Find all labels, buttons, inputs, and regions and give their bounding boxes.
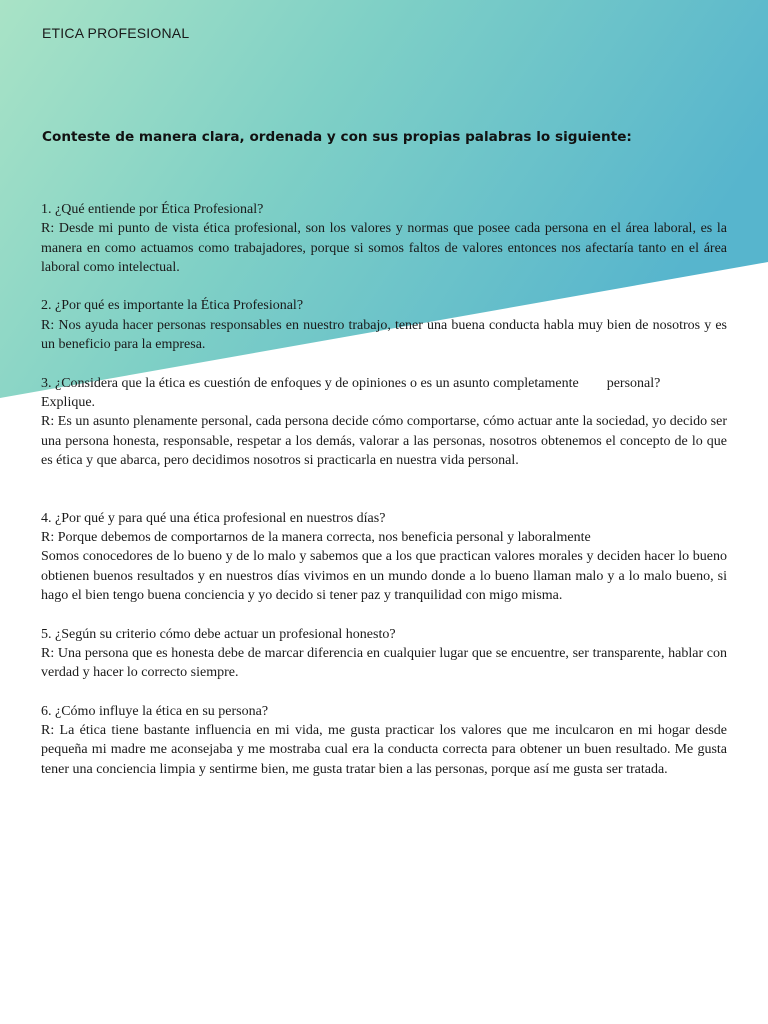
qa-item-4 (41, 509, 727, 605)
spacer (41, 354, 727, 373)
question-1: 1. ¿Qué entiende por Ética Profesional? (41, 202, 264, 217)
question-4: 4. ¿Por qué y para qué una ética profesional en nuestros días? (41, 510, 386, 526)
qa-item-3 (41, 374, 727, 470)
qa-item-1 (41, 200, 727, 277)
answer-3: R: Es un asunto plenamente personal, cada persona decide cómo comportarse, cómo actuar ante la sociedad, yo decido ser una persona honesta, responsable, respetar a los demás, valorar a las personas, nosotros obtenemos el concepto de lo que es ética y que abarca, pero decidimos nosotros si practicarla en nuestra vida personal. (41, 414, 727, 468)
document-title: ETICA PROFESIONAL (42, 25, 190, 41)
question-3 (41, 374, 727, 393)
answer-6: R: La ética tiene bastante influencia en mi vida, me gusta practicar los valores que me inculcaron en mi hogar desde pequeña mi madre me aconsejaba y me mostraba cual era la conducta correcta para obtener un buen resultado. Me gusta tener una conciencia limpia y sentirme bien, me gusta tratar bien a las personas, porque así me gusta ser tratada. (41, 723, 727, 777)
instructions-heading: Conteste de manera clara, ordenada y con sus propias palabras lo siguiente: (42, 129, 632, 145)
question-2: 2. ¿Por qué es importante la Ética Profesional? (41, 298, 304, 314)
questions-content (41, 200, 727, 779)
spacer (41, 682, 727, 701)
qa-item-2 (41, 296, 727, 354)
qa-item-5 (41, 625, 727, 683)
question-3-part-b: personal? (606, 375, 661, 391)
answer-4: R: Porque debemos de comportarnos de la manera correcta, nos beneficia personal y laboralmente (41, 530, 591, 546)
answer-5: R: Una persona que es honesta debe de marcar diferencia en cualquier lugar que se encuentre, ser transparente, hablar con verdad y hacer lo correcto siempre. (41, 645, 727, 681)
answer-4-continued: Somos conocedores de lo bueno y de lo malo y sabemos que a los que practican valores morales y deciden hacer lo bueno obtienen buenos resultados y en nuestros días vivimos en un mundo donde a lo bueno llaman malo y a lo malo bueno, si hago el bien tengo buena conciencia y yo decido si tener paz y tranquilidad con migo misma. (41, 549, 727, 603)
spacer (41, 605, 727, 624)
question-3-explain: Explique. (41, 394, 96, 410)
question-6: 6. ¿Cómo influye la ética en su persona? (41, 703, 269, 719)
answer-2: R: Nos ayuda hacer personas responsables en nuestro trabajo, tener una buena conducta habla muy bien de nosotros y es un beneficio para la empresa. (41, 317, 727, 353)
question-5: 5. ¿Según su criterio cómo debe actuar un profesional honesto? (41, 626, 396, 642)
qa-item-6 (41, 702, 727, 779)
answer-1: R: Desde mi punto de vista ética profesional, son los valores y normas que posee cada persona en el área laboral, es la manera en como actuamos como trabajadores, porque si somos faltos de valores entonces nos afectaría tanto en el área laboral como intelectual. (41, 221, 727, 275)
spacer (41, 277, 727, 296)
question-3-part-a: 3. ¿Considera que la ética es cuestión de enfoques y de opiniones o es un asunto completamente (41, 375, 579, 391)
spacer (41, 470, 727, 509)
